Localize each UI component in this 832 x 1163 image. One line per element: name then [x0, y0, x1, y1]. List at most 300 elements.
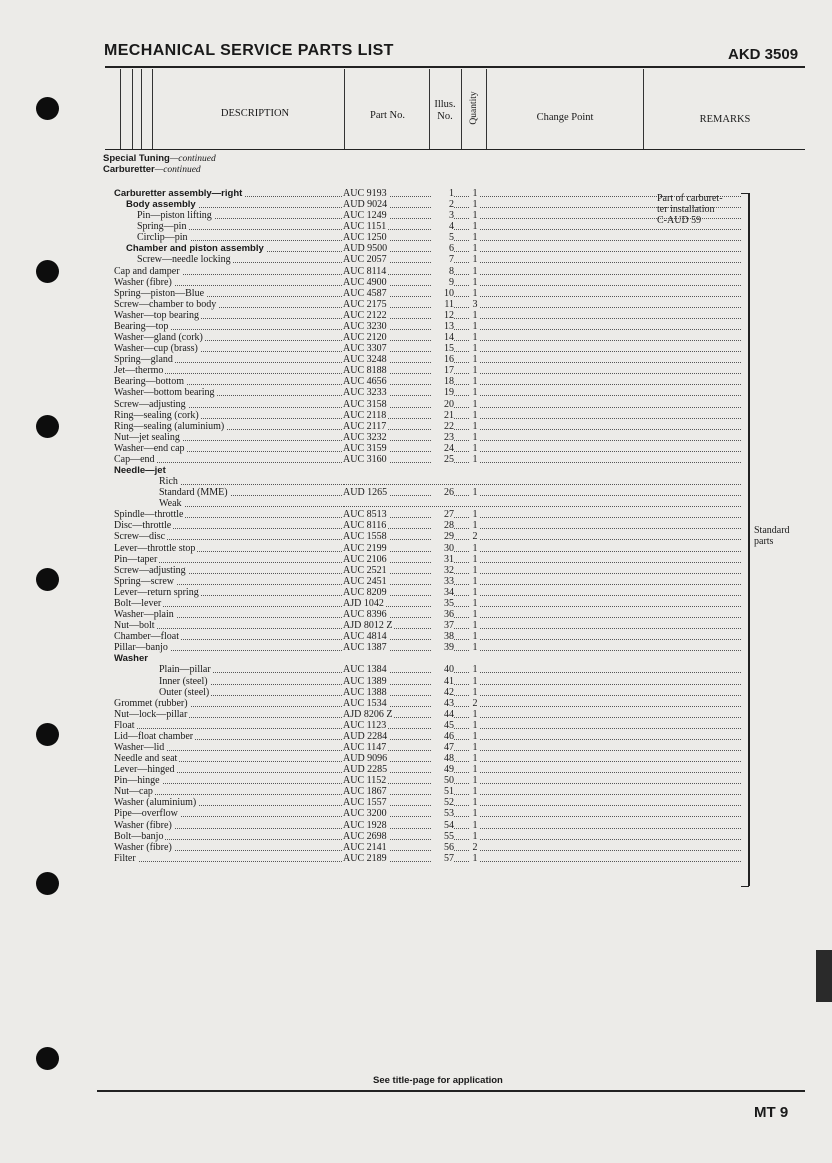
part-description: [114, 720, 342, 731]
part-description-text: Lid—float chamber: [114, 731, 194, 742]
quantity: 1: [470, 199, 480, 210]
dot-leader: [343, 484, 741, 485]
part-description: [126, 199, 342, 210]
dot-leader: [343, 850, 741, 851]
part-description: [114, 786, 342, 797]
dot-leader: [343, 650, 741, 651]
part-number: AUC 2057: [343, 254, 387, 265]
quantity: 1: [470, 321, 480, 332]
table-row: [0, 820, 832, 831]
part-description-text: Washer (aluminium): [114, 797, 197, 808]
column-divider: [141, 69, 142, 149]
illustration-number: 4: [432, 221, 454, 232]
page-title: MECHANICAL SERVICE PARTS LIST: [104, 42, 394, 59]
part-description-text: Chamber—float: [114, 631, 179, 642]
part-description-text: Plain—pillar: [159, 664, 211, 675]
illustration-number: 42: [432, 687, 454, 698]
part-number: AUC 3160: [343, 454, 387, 465]
part-number: AJD 8206 Z: [343, 709, 393, 720]
illustration-number: 13: [432, 321, 454, 332]
illustration-number: 28: [432, 520, 454, 531]
part-number: AUC 4900: [343, 277, 387, 288]
table-row: [0, 698, 832, 709]
illustration-number: 18: [432, 376, 454, 387]
remark-standard-parts: [754, 525, 790, 547]
quantity: 1: [470, 221, 480, 232]
part-number: AUC 2118: [343, 410, 387, 421]
part-number: AUC 2122: [343, 310, 387, 321]
table-row: [0, 387, 832, 398]
dot-leader: [343, 595, 741, 596]
subsection-title-suffix: —continued: [154, 165, 201, 175]
dot-leader: [343, 517, 741, 518]
illustration-number: 6: [432, 243, 454, 254]
illustration-number: 56: [432, 842, 454, 853]
table-row: [0, 797, 832, 808]
part-number: AUC 2189: [343, 853, 387, 864]
illustration-number: 16: [432, 354, 454, 365]
dot-leader: [343, 783, 741, 784]
quantity: 1: [470, 288, 480, 299]
quantity: 1: [470, 454, 480, 465]
part-number: AUC 8114: [343, 266, 387, 277]
quantity: 1: [470, 609, 480, 620]
part-description: [159, 476, 342, 487]
dot-leader: [343, 828, 741, 829]
part-description: [137, 232, 342, 243]
table-row: [0, 587, 832, 598]
quantity: 1: [470, 188, 480, 199]
table-row: [0, 421, 832, 432]
part-description-text: Washer: [114, 653, 148, 664]
part-number: AUC 8396: [343, 609, 387, 620]
quantity: 1: [470, 332, 480, 343]
illustration-number: 26: [432, 487, 454, 498]
illustration-number: 10: [432, 288, 454, 299]
part-description-text: Washer—plain: [114, 609, 174, 620]
table-row: [0, 476, 832, 487]
part-description: [114, 820, 342, 831]
part-description: [114, 343, 342, 354]
part-number: AUC 2199: [343, 543, 387, 554]
dot-leader: [343, 407, 741, 408]
illustration-number: 34: [432, 587, 454, 598]
quantity: 1: [470, 742, 480, 753]
part-number: AUC 2120: [343, 332, 387, 343]
part-description-text: Ring—sealing (aluminium): [114, 421, 225, 432]
dot-leader: [343, 373, 741, 374]
part-description-text: Standard (MME): [159, 487, 228, 498]
table-row: [0, 498, 832, 509]
remark-line: Standard: [754, 525, 790, 536]
table-row: [0, 454, 832, 465]
illustration-number: 41: [432, 676, 454, 687]
part-description: [114, 698, 342, 709]
illustration-number: 24: [432, 443, 454, 454]
quantity: 1: [470, 664, 480, 675]
column-divider: [461, 69, 462, 149]
part-description-text: Cap and damper: [114, 266, 180, 277]
table-row: [0, 753, 832, 764]
dot-leader: [343, 451, 741, 452]
part-number: AUC 3232: [343, 432, 387, 443]
part-number: AJD 1042: [343, 598, 384, 609]
part-number: AUD 2285: [343, 764, 388, 775]
part-number: AUC 8116: [343, 520, 387, 531]
quantity: 1: [470, 520, 480, 531]
part-description-text: Washer—top bearing: [114, 310, 199, 321]
illustration-number: 43: [432, 698, 454, 709]
part-description: [114, 620, 342, 631]
table-row: [0, 742, 832, 753]
part-number: AUC 3159: [343, 443, 387, 454]
quantity: 1: [470, 354, 480, 365]
illustration-number: 45: [432, 720, 454, 731]
table-row: [0, 853, 832, 864]
table-row: [0, 520, 832, 531]
illustration-number: 48: [432, 753, 454, 764]
illustration-number: 14: [432, 332, 454, 343]
part-number: AUD 1265: [343, 487, 388, 498]
part-description-text: Washer—cup (brass): [114, 343, 198, 354]
remark-carburetter: [657, 193, 723, 226]
part-description-text: Spindle—throttle: [114, 509, 184, 520]
table-row: [0, 288, 832, 299]
part-number: AUC 2106: [343, 554, 387, 565]
part-description-text: Spring—screw: [114, 576, 174, 587]
part-description: [114, 299, 342, 310]
part-number: AUC 1389: [343, 676, 387, 687]
table-row: [0, 465, 832, 476]
part-number: AUC 2521: [343, 565, 387, 576]
column-header-remarks: REMARKS: [699, 114, 751, 125]
table-row: [0, 764, 832, 775]
table-row: [0, 321, 832, 332]
illustration-number: 1: [432, 188, 454, 199]
table-row: [0, 543, 832, 554]
quantity: 1: [470, 421, 480, 432]
quantity: 1: [470, 443, 480, 454]
quantity: 1: [470, 576, 480, 587]
quantity: 1: [470, 775, 480, 786]
part-description-text: Filter: [114, 853, 136, 864]
part-number: AUC 1928: [343, 820, 387, 831]
part-description-text: Washer (fibre): [114, 820, 172, 831]
table-row: [0, 254, 832, 265]
part-description-text: Ring—sealing (cork): [114, 410, 199, 421]
dot-leader: [343, 551, 741, 552]
remark-line: parts: [754, 536, 774, 547]
column-divider: [643, 69, 644, 149]
table-row: [0, 842, 832, 853]
part-description-text: Nut—jet sealing: [114, 432, 180, 443]
part-number: AUC 2141: [343, 842, 387, 853]
column-header-illus-no: Illus. No.: [434, 99, 456, 122]
illustration-number: 55: [432, 831, 454, 842]
table-row: [0, 786, 832, 797]
quantity: 1: [470, 232, 480, 243]
quantity: 1: [470, 399, 480, 410]
dot-leader: [343, 418, 741, 419]
part-description: [114, 808, 342, 819]
illustration-number: 38: [432, 631, 454, 642]
quantity: 1: [470, 709, 480, 720]
quantity: 1: [470, 509, 480, 520]
part-description: [114, 421, 342, 432]
part-description-text: Cap—end: [114, 454, 155, 465]
part-number: AUC 1557: [343, 797, 387, 808]
part-description: [114, 653, 342, 664]
illustration-number: 50: [432, 775, 454, 786]
punch-hole: [36, 1047, 59, 1070]
dot-leader: [114, 728, 342, 729]
table-row: [0, 310, 832, 321]
part-description: [114, 753, 342, 764]
part-description-text: Needle—jet: [114, 465, 166, 476]
dot-leader: [343, 395, 741, 396]
part-description-text: Spring—gland: [114, 354, 173, 365]
part-description: [114, 465, 342, 476]
dot-leader: [343, 251, 741, 252]
part-number: AUD 2284: [343, 731, 388, 742]
part-number: AUC 3233: [343, 387, 387, 398]
illustration-number: 57: [432, 853, 454, 864]
part-description: [114, 609, 342, 620]
dot-leader: [343, 839, 741, 840]
part-description: [159, 664, 342, 675]
part-description-text: Bolt—banjo: [114, 831, 164, 842]
part-description: [114, 853, 342, 864]
column-divider: [429, 69, 430, 149]
column-header-quantity: Quantity: [469, 91, 479, 125]
illustration-number: 47: [432, 742, 454, 753]
quantity: 1: [470, 266, 480, 277]
part-description-text: Washer (fibre): [114, 842, 172, 853]
part-description-text: Jet—thermo: [114, 365, 164, 376]
part-number: AUC 9193: [343, 188, 387, 199]
part-description: [114, 387, 342, 398]
section-heading: [103, 153, 216, 164]
part-number: AUC 1250: [343, 232, 387, 243]
part-description-text: Outer (steel): [159, 687, 210, 698]
column-header-change-point: Change Point: [536, 112, 594, 123]
part-number: AUC 1388: [343, 687, 387, 698]
table-row: [0, 808, 832, 819]
illustration-number: 44: [432, 709, 454, 720]
quantity: 1: [470, 254, 480, 265]
dot-leader: [159, 506, 342, 507]
part-description: [137, 221, 342, 232]
part-description: [137, 254, 342, 265]
part-number: AUC 2117: [343, 421, 387, 432]
illustration-number: 33: [432, 576, 454, 587]
part-description-text: Bearing—bottom: [114, 376, 184, 387]
dot-leader: [343, 362, 741, 363]
table-row: [0, 277, 832, 288]
part-description-text: Lever—hinged: [114, 764, 175, 775]
table-row: [0, 365, 832, 376]
illustration-number: 35: [432, 598, 454, 609]
part-description-text: Disc—throttle: [114, 520, 172, 531]
table-row: [0, 775, 832, 786]
header-bottom-rule: [105, 149, 805, 150]
footer-rule: [97, 1090, 805, 1092]
table-row: [0, 332, 832, 343]
part-description: [114, 332, 342, 343]
part-description: [114, 587, 342, 598]
illustration-number: 52: [432, 797, 454, 808]
quantity: 2: [470, 842, 480, 853]
part-number: AUC 1387: [343, 642, 387, 653]
part-description-text: Weak: [159, 498, 182, 509]
part-description: [159, 498, 342, 509]
part-description-text: Washer—lid: [114, 742, 165, 753]
quantity: 1: [470, 620, 480, 631]
part-description: [114, 188, 342, 199]
illustration-number: 17: [432, 365, 454, 376]
part-number: AUC 8188: [343, 365, 387, 376]
quantity: 1: [470, 753, 480, 764]
part-description-text: Circlip—pin: [137, 232, 188, 243]
remark-line: Part of carburet-: [657, 193, 723, 204]
table-row: [0, 399, 832, 410]
part-description: [126, 243, 342, 254]
dot-leader: [343, 617, 741, 618]
illustration-number: 7: [432, 254, 454, 265]
part-description-text: Lever—return spring: [114, 587, 199, 598]
dot-leader: [343, 717, 741, 718]
part-description-text: Pin—piston lifting: [137, 210, 212, 221]
dot-leader: [343, 672, 741, 673]
section-title-suffix: —continued: [169, 154, 216, 164]
quantity: 1: [470, 343, 480, 354]
dot-leader: [343, 307, 741, 308]
part-description-text: Spring—piston—Blue: [114, 288, 205, 299]
illustration-number: 37: [432, 620, 454, 631]
part-description: [114, 520, 342, 531]
table-row: [0, 676, 832, 687]
dot-leader: [343, 384, 741, 385]
table-row: [0, 720, 832, 731]
column-divider: [152, 69, 153, 149]
quantity: 1: [470, 277, 480, 288]
punch-hole: [36, 97, 59, 120]
dot-leader: [343, 573, 741, 574]
part-description-text: Lever—throttle stop: [114, 543, 196, 554]
part-number: AUC 1249: [343, 210, 387, 221]
part-description-text: Washer (fibre): [114, 277, 172, 288]
part-description: [114, 432, 342, 443]
illustration-number: 31: [432, 554, 454, 565]
part-number: AUD 9024: [343, 199, 388, 210]
table-row: [0, 731, 832, 742]
dot-leader: [343, 794, 741, 795]
part-description: [114, 509, 342, 520]
part-description: [114, 443, 342, 454]
dot-leader: [343, 528, 741, 529]
part-description: [114, 731, 342, 742]
part-number: AUD 9096: [343, 753, 388, 764]
part-description-text: Nut—cap: [114, 786, 153, 797]
illustration-number: 2: [432, 199, 454, 210]
dot-leader: [343, 684, 741, 685]
dot-leader: [343, 296, 741, 297]
part-description-text: Screw—needle locking: [137, 254, 231, 265]
table-row: [0, 376, 832, 387]
part-description: [114, 554, 342, 565]
column-header-part-no: Part No.: [370, 110, 405, 121]
part-description: [114, 266, 342, 277]
table-row: [0, 642, 832, 653]
table-row: [0, 531, 832, 542]
illustration-number: 5: [432, 232, 454, 243]
part-description-text: Washer—end cap: [114, 443, 185, 454]
dot-leader: [114, 861, 342, 862]
table-row: [0, 576, 832, 587]
quantity: 2: [470, 698, 480, 709]
illustration-number: 53: [432, 808, 454, 819]
quantity: 1: [470, 797, 480, 808]
table-row: [0, 432, 832, 443]
quantity: 1: [470, 410, 480, 421]
quantity: 1: [470, 387, 480, 398]
part-description-text: Needle and seat: [114, 753, 178, 764]
dot-leader: [343, 695, 741, 696]
part-number: AUC 3230: [343, 321, 387, 332]
illustration-number: 32: [432, 565, 454, 576]
part-description: [114, 631, 342, 642]
illustration-number: 46: [432, 731, 454, 742]
table-row: [0, 443, 832, 454]
part-number: AUC 4587: [343, 288, 387, 299]
part-description: [114, 543, 342, 554]
quantity: 1: [470, 543, 480, 554]
part-number: AUC 1147: [343, 742, 387, 753]
quantity: 1: [470, 820, 480, 831]
part-description-text: Screw—adjusting: [114, 565, 186, 576]
subsection-title: Carburetter: [103, 164, 155, 175]
dot-leader: [343, 562, 741, 563]
part-number: AUC 3200: [343, 808, 387, 819]
part-description: [114, 709, 342, 720]
quantity: 1: [470, 642, 480, 653]
illustration-number: 3: [432, 210, 454, 221]
illustration-number: 15: [432, 343, 454, 354]
illustration-number: 54: [432, 820, 454, 831]
part-description-text: Pipe—overflow: [114, 808, 178, 819]
part-number: AUC 1123: [343, 720, 387, 731]
illustration-number: 22: [432, 421, 454, 432]
part-number: AUC 2698: [343, 831, 387, 842]
part-description-text: Float: [114, 720, 135, 731]
quantity: 1: [470, 676, 480, 687]
dot-leader: [343, 739, 741, 740]
document-code: AKD 3509: [728, 46, 799, 63]
part-description: [114, 598, 342, 609]
dot-leader: [343, 340, 741, 341]
part-description: [114, 842, 342, 853]
part-description-text: Screw—chamber to body: [114, 299, 217, 310]
table-row: [0, 598, 832, 609]
part-number: AUC 2175: [343, 299, 387, 310]
part-description-text: Grommet (rubber): [114, 698, 188, 709]
quantity: 1: [470, 365, 480, 376]
dot-leader: [343, 816, 741, 817]
part-description-text: Pin—hinge: [114, 775, 160, 786]
dot-leader: [343, 429, 741, 430]
part-number: AUC 4656: [343, 376, 387, 387]
illustration-number: 20: [432, 399, 454, 410]
